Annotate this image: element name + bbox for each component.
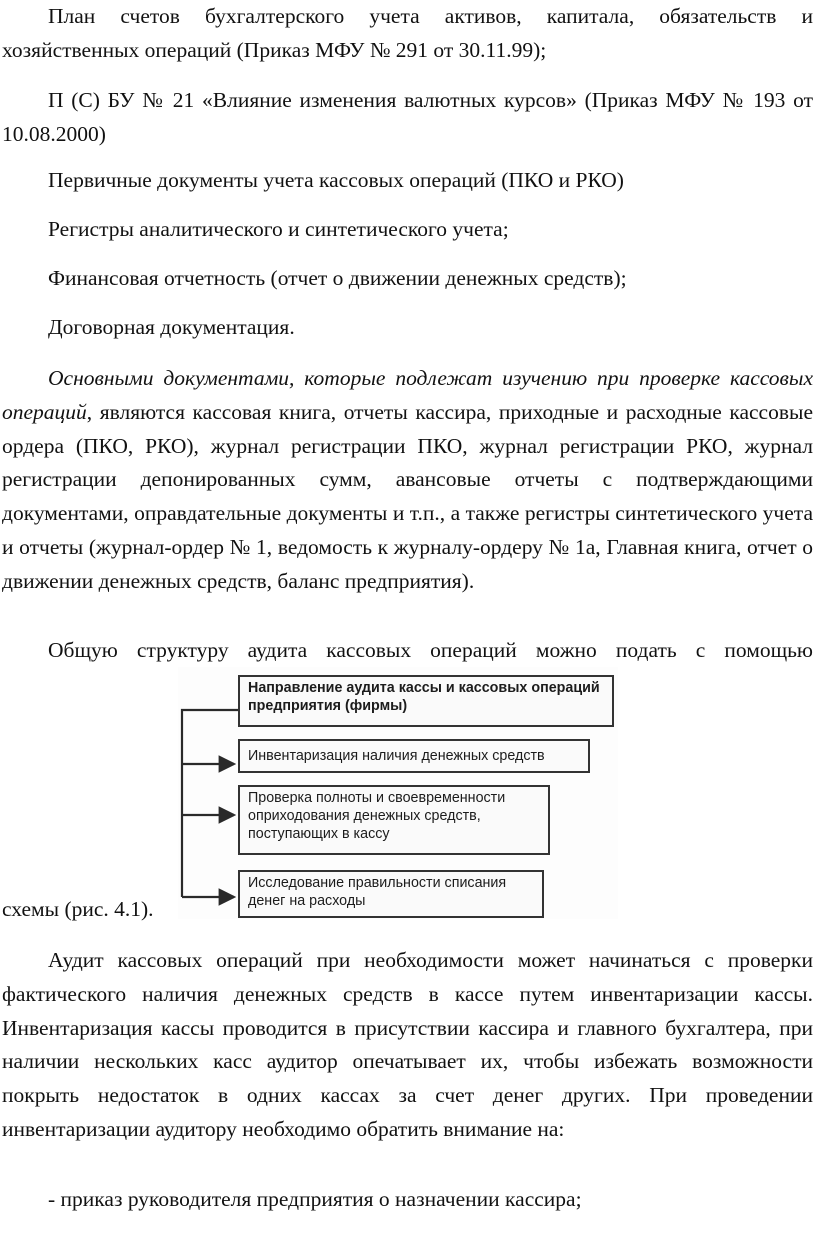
- paragraph-contract-documentation: Договорная документация.: [48, 315, 295, 339]
- paragraph-cash-audit: Аудит кассовых операций при необходимости может начинаться с проверки фактического наличия денежных средств в кассе путем инвентаризации кассы. Инвентаризация кассы проводится в присутствии кассира и главного бухгалтера, при наличии нескольких касс аудитор опечатывает их, чтобы избежать возможности покрыть недостаток в одних кассах за счет денег других. При проведении инвентаризации аудитору необходимо обратить внимание на:: [2, 948, 813, 1141]
- paragraph-main-documents: [2, 362, 813, 599]
- main-documents-italic: Основными документами, которые подлежат изучению при проверке кассовых операций: [2, 366, 813, 424]
- diagram-root-box: Направление аудита кассы и кассовых операций предприятия (фирмы): [238, 675, 614, 727]
- paragraph-registers: Регистры аналитического и синтетического учета;: [48, 217, 509, 241]
- paragraph-cashier-order: - приказ руководителя предприятия о назначении кассира;: [48, 1187, 582, 1211]
- diagram-item-completeness-check: Проверка полноты и своевременности оприходования денежных средств, поступающих в кассу: [238, 785, 550, 855]
- paragraph-standard-21: П (С) БУ № 21 «Влияние изменения валютных курсов» (Приказ МФУ № 193 от 10.08.2000): [2, 88, 813, 146]
- paragraph-primary-documents: Первичные документы учета кассовых операций (ПКО и РКО): [48, 168, 624, 192]
- diagram-item-expense-write-off: Исследование правильности списания денег на расходы: [238, 870, 544, 918]
- diagram-trunk-line: [182, 710, 238, 897]
- main-documents-text: , являются кассовая книга, отчеты кассира, приходные и расходные кассовые ордера (ПКО, РКО), журнал регистрации ПКО, журнал регистрации РКО, журнал регистрации депонированных сумм, авансовые отчеты с подтверждающими документами, оправдательные документы и т.п., а также регистры синтетического учета и отчеты (журнал-ордер № 1, ведомость к журналу-ордеру № 1а, Главная книга, отчет о движении денежных средств, баланс предприятия).: [2, 399, 813, 593]
- audit-structure-diagram: [178, 667, 618, 919]
- paragraph-structure-intro: Общую структуру аудита кассовых операций можно подать с помощью: [48, 638, 813, 662]
- paragraph-financial-reporting: Финансовая отчетность (отчет о движении денежных средств);: [48, 266, 627, 290]
- paragraph-chart-of-accounts: План счетов бухгалтерского учета активов, капитала, обязательств и хозяйственных операций (Приказ МФУ № 291 от 30.11.99);: [2, 4, 813, 62]
- scheme-reference-text: схемы (рис. 4.1).: [2, 897, 154, 921]
- diagram-item-inventory: Инвентаризация наличия денежных средств: [238, 739, 590, 773]
